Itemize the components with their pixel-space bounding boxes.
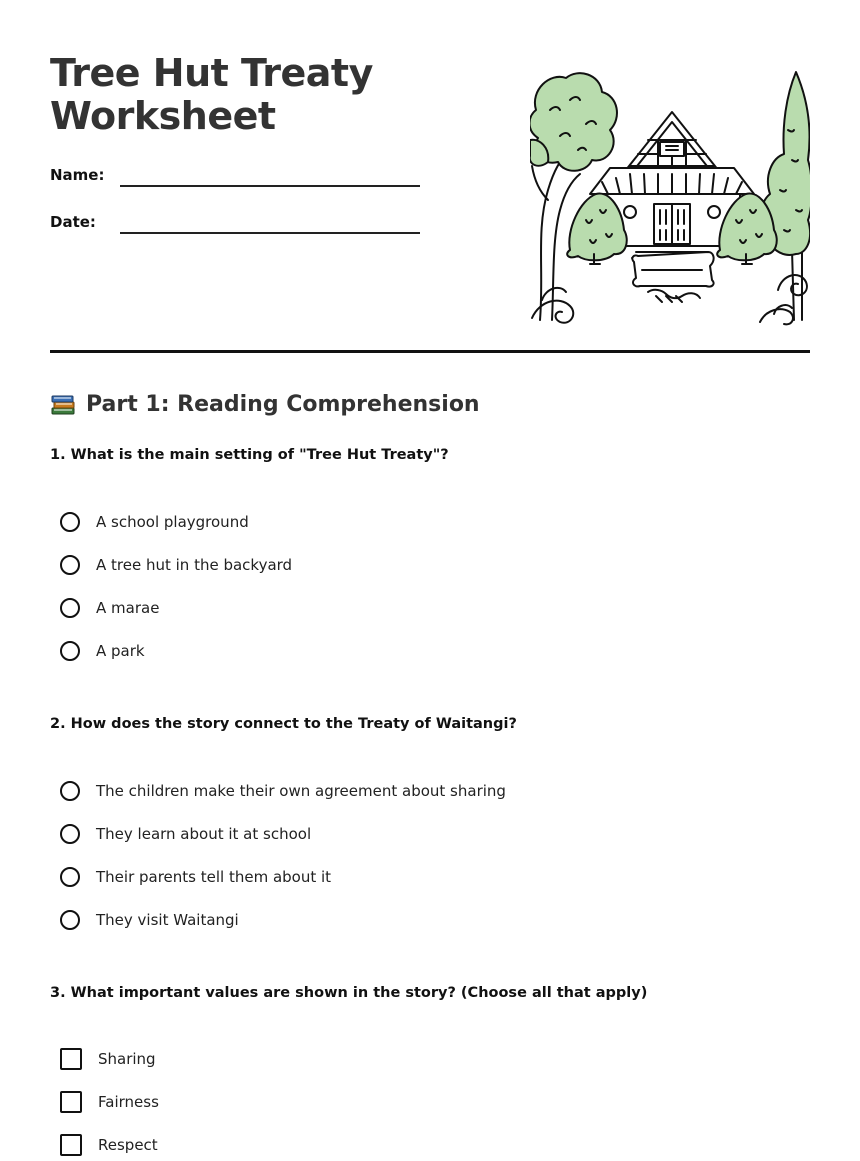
- date-line[interactable]: [120, 232, 420, 234]
- name-field[interactable]: [50, 165, 430, 195]
- checkbox[interactable]: [60, 1134, 82, 1156]
- checkbox[interactable]: [60, 1048, 82, 1070]
- marae-illustration: [530, 70, 810, 328]
- option-label: Sharing: [98, 1050, 156, 1068]
- q1-option-4[interactable]: [60, 638, 145, 664]
- checkbox[interactable]: [60, 1091, 82, 1113]
- part1-heading-text: Part 1: Reading Comprehension: [86, 391, 480, 417]
- q3-option-3[interactable]: [60, 1132, 158, 1158]
- radio-button[interactable]: [60, 555, 80, 575]
- q2-option-1[interactable]: [60, 778, 506, 804]
- q1-option-3[interactable]: [60, 595, 159, 621]
- radio-button[interactable]: [60, 781, 80, 801]
- part1-heading: [50, 388, 480, 420]
- books-icon: [50, 391, 76, 417]
- title-line-2: Worksheet: [50, 94, 276, 138]
- option-label: The children make their own agreement about sharing: [96, 782, 506, 800]
- title-line-1: Tree Hut Treaty: [50, 51, 373, 95]
- q3-option-2[interactable]: [60, 1089, 159, 1115]
- option-label: They visit Waitangi: [96, 911, 239, 929]
- question-3: 3. What important values are shown in the story? (Choose all that apply): [50, 985, 648, 1001]
- option-label: Their parents tell them about it: [96, 868, 332, 886]
- option-label: A school playground: [96, 513, 249, 531]
- q1-option-1[interactable]: [60, 509, 249, 535]
- option-label: Respect: [98, 1136, 158, 1154]
- option-label: A marae: [96, 599, 160, 617]
- radio-button[interactable]: [60, 598, 80, 618]
- question-1: 1. What is the main setting of "Tree Hut Treaty"?: [50, 447, 449, 463]
- date-label: Date:: [50, 213, 96, 231]
- q2-option-4[interactable]: [60, 907, 239, 933]
- name-line[interactable]: [120, 185, 420, 187]
- option-label: Fairness: [98, 1093, 159, 1111]
- option-label: A tree hut in the backyard: [96, 556, 293, 574]
- radio-button[interactable]: [60, 641, 80, 661]
- radio-button[interactable]: [60, 910, 80, 930]
- q2-option-3[interactable]: [60, 864, 331, 890]
- date-field[interactable]: [50, 212, 430, 242]
- header-divider: [50, 350, 810, 353]
- option-label: They learn about it at school: [96, 825, 312, 843]
- option-label: A park: [96, 642, 145, 660]
- q1-option-2[interactable]: [60, 552, 292, 578]
- q2-option-2[interactable]: [60, 821, 311, 847]
- q3-option-1[interactable]: [60, 1046, 156, 1072]
- question-2: 2. How does the story connect to the Treaty of Waitangi?: [50, 716, 517, 732]
- worksheet-page: [50, 0, 810, 1161]
- worksheet-title: [50, 52, 373, 138]
- name-label: Name:: [50, 166, 105, 184]
- radio-button[interactable]: [60, 867, 80, 887]
- radio-button[interactable]: [60, 512, 80, 532]
- radio-button[interactable]: [60, 824, 80, 844]
